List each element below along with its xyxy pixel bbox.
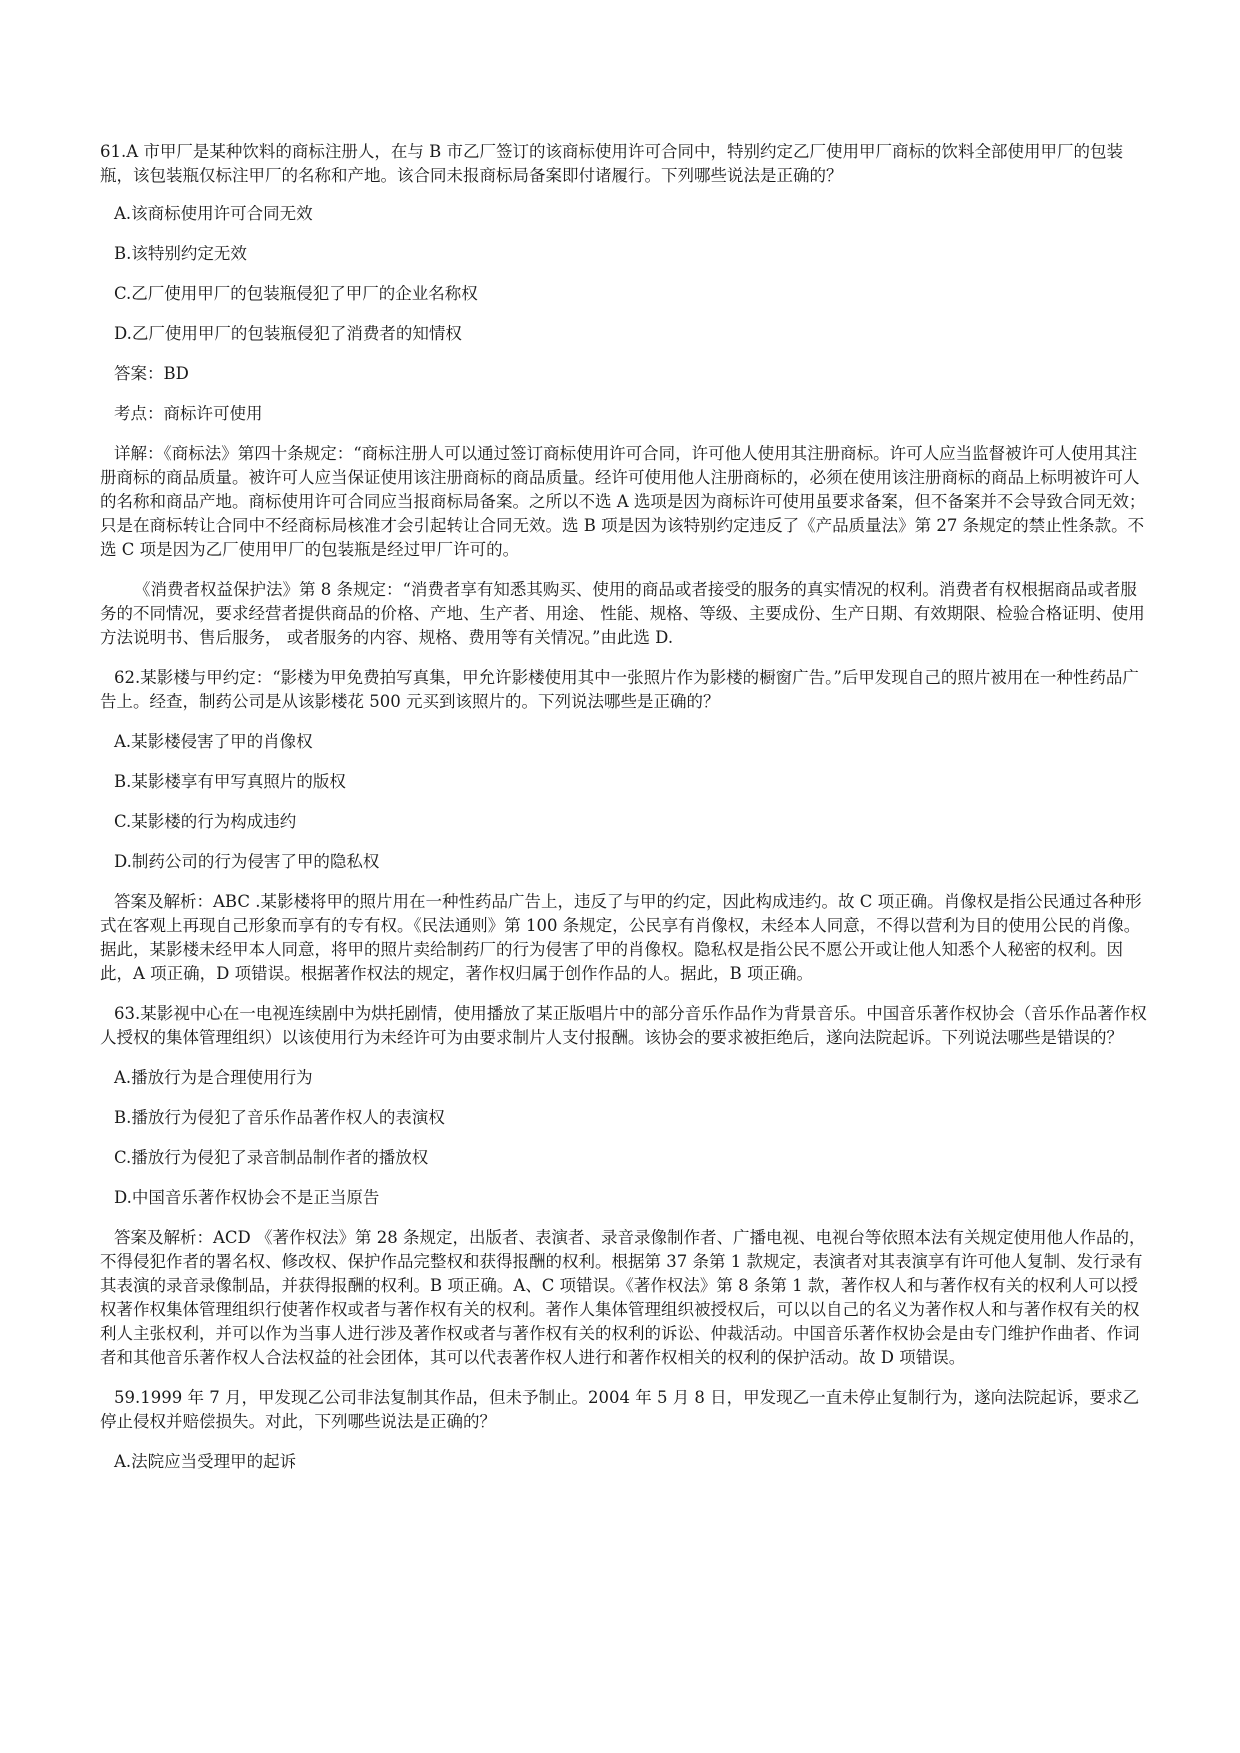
question-61-option-c: C.乙厂使用甲厂的包装瓶侵犯了甲厂的企业名称权 [114,284,478,303]
question-62-option-c: C.某影楼的行为构成违约 [114,812,297,831]
question-61-stem: 61.A 市甲厂是某种饮料的商标注册人，在与 B 市乙厂签订的该商标使用许可合同中，特别约定乙厂使用甲厂商标的饮料全部使用甲厂的包装瓶，该包装瓶仅标注甲厂的名称和产地。该合同未报商标局备案即付诸履行。下列哪些说法是正确的？ [100,142,1124,185]
question-63-option-d: D.中国音乐著作权协会不是正当原告 [114,1188,380,1207]
question-63-option-c: C.播放行为侵犯了录音制品制作者的播放权 [114,1148,429,1167]
question-59-option-a: A.法院应当受理甲的起诉 [114,1452,297,1471]
question-62-option-a: A.某影楼侵害了甲的肖像权 [114,732,313,751]
question-61-detail-1: 详解：《商标法》第四十条规定：“商标注册人可以通过签订商标使用许可合同，许可他人使用其注册商标。许可人应当监督被许可人使用其注册商标的商品质量。被许可人应当保证使用该注册商标的商品质量。经许可使用他人注册商标的，必须在使用该注册商标的商品上标明被许可人的名称和商品产地。商标使用许可合同应当报商标局备案。之所以不选 A 选项是因为商标许可使用虽要求备案，但不备案并不会导致合同无效；只是在商标转让合同中不经商标局核准才会引起转让合同无效。选 B 项是因为该特别约定违反了《产品质量法》第 27 条规定的禁止性条款。不选 C 项是因为乙厂使用甲厂的包装瓶是经过甲厂许可的。 [100,444,1146,559]
question-63-stem: 63.某影视中心在一电视连续剧中为烘托剧情，使用播放了某正版唱片中的部分音乐作品作为背景音乐。中国音乐著作权协会（音乐作品著作权人授权的集体管理组织）以该使用行为未经许可为由要求制片人支付报酬。该协会的要求被拒绝后，遂向法院起诉。下列说法哪些是错误的？ [100,1004,1147,1047]
question-63-option-a: A.播放行为是合理使用行为 [114,1068,313,1087]
question-63-option-b: B.播放行为侵犯了音乐作品著作权人的表演权 [114,1108,445,1127]
question-62-analysis: 答案及解析：ABC .某影楼将甲的照片用在一种性药品广告上，违反了与甲的约定，因此构成违约。故 C 项正确。肖像权是指公民通过各种形式在客观上再现自己形象而享有的专有权。《民法通则》第 100 条规定，公民享有肖像权，未经本人同意，不得以营利为目的使用公民的肖像。据此，某影楼未经甲本人同意，将甲的照片卖给制药厂的行为侵害了甲的肖像权。隐私权是指公民不愿公开或让他人知悉个人秘密的权利。因此，A 项正确，D 项错误。根据著作权法的规定，著作权归属于创作作品的人。据此，B 项正确。 [100,892,1142,983]
question-59-stem: 59.1999 年 7 月，甲发现乙公司非法复制其作品，但未予制止。2004 年 5 月 8 日，甲发现乙一直未停止复制行为，遂向法院起诉，要求乙停止侵权并赔偿损失。对此，下列哪些说法是正确的？ [100,1388,1140,1431]
question-62-option-d: D.制药公司的行为侵害了甲的隐私权 [114,852,380,871]
question-61-answer: 答案：BD [114,364,189,383]
question-61-option-b: B.该特别约定无效 [114,244,247,263]
question-63-analysis: 答案及解析：ACD 《著作权法》第 28 条规定，出版者、表演者、录音录像制作者、广播电视、电视台等依照本法有关规定使用他人作品的，不得侵犯作者的署名权、修改权、保护作品完整权和获得报酬的权利。根据第 37 条第 1 款规定，表演者对其表演享有许可他人复制、发行录有其表演的录音录像制品，并获得报酬的权利。B 项正确。A、C 项错误。《著作权法》第 8 条第 1 款，著作权人和与著作权有关的权利人可以授权著作权集体管理组织行使著作权或者与著作权有关的权利。著作人集体管理组织被授权后，可以以自己的名义为著作权人和与著作权有关的权利人主张权利，并可以作为当事人进行涉及著作权或者与著作权有关的权利的诉讼、仲裁活动。中国音乐著作权协会是由专门维护作曲者、作词者和其他音乐著作权人合法权益的社会团体，其可以代表著作权人进行和著作权相关的权利的保护活动。故 D 项错误。 [100,1228,1146,1367]
document-page [100,140,1150,1490]
question-61-option-a: A.该商标使用许可合同无效 [114,204,313,223]
question-61-point: 考点：商标许可使用 [114,404,263,423]
question-62-option-b: B.某影楼享有甲写真照片的版权 [114,772,346,791]
question-62-stem: 62.某影楼与甲约定：“影楼为甲免费拍写真集，甲允许影楼使用其中一张照片作为影楼的橱窗广告。”后甲发现自己的照片被用在一种性药品广告上。经查，制药公司是从该影楼花 500 元买到该照片的。下列说法哪些是正确的？ [100,668,1139,711]
question-61-detail-2: 《消费者权益保护法》第 8 条规定：“消费者享有知悉其购买、使用的商品或者接受的服务的真实情况的权利。消费者有权根据商品或者服务的不同情况，要求经营者提供商品的价格、产地、生产者、用途、 性能、规格、等级、主要成份、生产日期、有效期限、检验合格证明、使用方法说明书、售后服务， 或者服务的内容、规格、费用等有关情况。”由此选 D. [100,580,1145,647]
question-61-option-d: D.乙厂使用甲厂的包装瓶侵犯了消费者的知情权 [114,324,462,343]
